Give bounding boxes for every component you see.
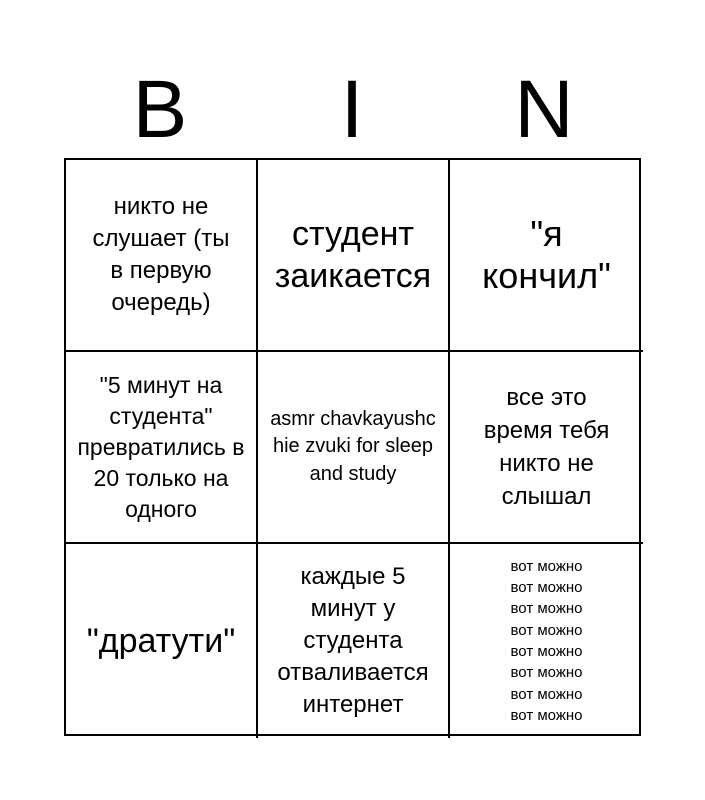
bingo-cell-text: asmr chavkayushchie zvuki for sleep and study bbox=[270, 407, 436, 485]
bingo-cell-5[interactable] bbox=[258, 352, 450, 544]
bingo-cell-8[interactable] bbox=[258, 544, 450, 738]
bingo-cell-text: вот можно вот можно вот можно вот можно вот можно вот можно вот можно вот можно bbox=[510, 557, 583, 724]
bingo-cell-1[interactable] bbox=[66, 160, 258, 352]
bingo-cell-text: "я кончил" bbox=[482, 213, 611, 296]
bingo-grid bbox=[64, 158, 641, 736]
bingo-cell-text: "дратути" bbox=[86, 622, 236, 660]
bingo-cell-text: никто не слушает (ты в первую очередь) bbox=[92, 193, 230, 316]
bingo-cell-text: студент заикается bbox=[274, 215, 432, 295]
bingo-cell-2[interactable] bbox=[258, 160, 450, 352]
bingo-cell-4[interactable] bbox=[66, 352, 258, 544]
bingo-cell-text: все это время тебя никто не слышал bbox=[483, 384, 610, 510]
header-letter-i: I bbox=[340, 64, 364, 155]
bingo-cell-6[interactable] bbox=[450, 352, 643, 544]
bingo-cell-text: "5 минут на студента" превратились в 20 только на одного bbox=[77, 371, 245, 522]
bingo-cell-3[interactable] bbox=[450, 160, 643, 352]
bingo-cell-9[interactable] bbox=[450, 544, 643, 738]
bingo-cell-text: каждые 5 минут у студента отваливается интернет bbox=[277, 563, 429, 718]
bingo-cell-7[interactable] bbox=[66, 544, 258, 738]
header-letter-n: N bbox=[514, 64, 574, 155]
header-letter-b: B bbox=[132, 64, 188, 155]
bingo-header bbox=[64, 62, 641, 158]
